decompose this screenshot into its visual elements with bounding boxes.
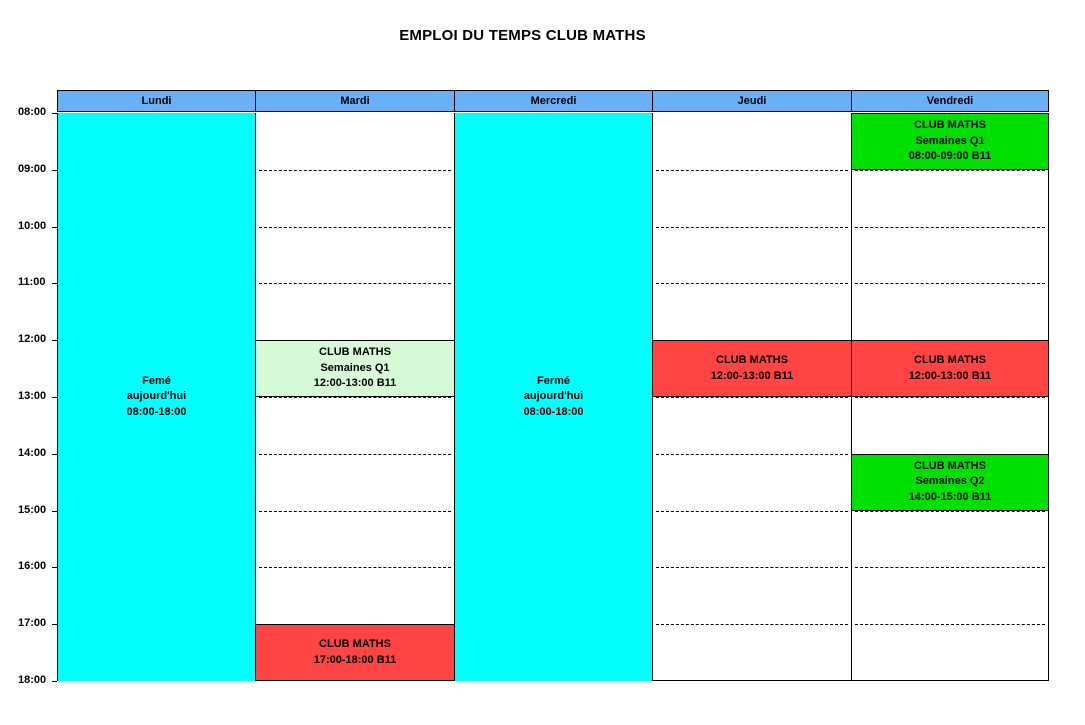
time-label: 17:00 [18, 617, 47, 630]
club-session-block[interactable] [653, 340, 851, 397]
hour-gridline [656, 170, 848, 171]
hour-gridline [855, 624, 1045, 625]
day-header-mardi: Mardi [255, 90, 455, 112]
club-session-block[interactable] [852, 340, 1048, 397]
time-label: 12:00 [18, 333, 47, 346]
day-column-mercredi [454, 113, 653, 681]
hour-gridline [259, 397, 451, 398]
time-tick [52, 681, 57, 682]
event-line: 08:00-18:00 [523, 405, 584, 418]
timetable-grid [57, 90, 1049, 681]
event-line: CLUB MATHS [716, 354, 788, 367]
event-line: CLUB MATHS [319, 638, 391, 651]
hour-gridline [656, 283, 848, 284]
day-column-lundi [57, 113, 256, 681]
time-label: 16:00 [18, 560, 47, 573]
time-label: 14:00 [18, 446, 47, 459]
hour-gridline [855, 567, 1045, 568]
club-session-block[interactable] [852, 113, 1048, 170]
event-line: Semaines Q2 [915, 475, 985, 488]
event-line: aujourd'hui [126, 390, 187, 403]
time-label: 15:00 [18, 503, 47, 516]
event-line: 08:00-09:00 B11 [908, 150, 992, 163]
day-column-jeudi [652, 113, 852, 681]
hour-gridline [656, 454, 848, 455]
hour-gridline [656, 397, 848, 398]
club-session-block[interactable] [256, 340, 454, 397]
hour-gridline [656, 511, 848, 512]
hour-gridline [259, 567, 451, 568]
hour-gridline [259, 454, 451, 455]
event-line: 12:00-13:00 B11 [313, 377, 397, 390]
time-label: 10:00 [18, 219, 47, 232]
time-label: 18:00 [18, 674, 47, 686]
event-line: 08:00-18:00 [126, 405, 187, 418]
closed-block[interactable] [455, 113, 652, 681]
event-line: Semaines Q1 [915, 134, 985, 147]
hour-gridline [656, 567, 848, 568]
event-line: Fermé [536, 374, 571, 387]
day-header-mercredi: Mercredi [454, 90, 653, 112]
event-line: CLUB MATHS [914, 459, 986, 472]
hour-gridline [259, 170, 451, 171]
time-label: 13:00 [18, 390, 47, 402]
hour-gridline [855, 283, 1045, 284]
page-title: EMPLOI DU TEMPS CLUB MATHS [399, 27, 646, 44]
event-line: Femé [142, 374, 171, 387]
day-header-lundi: Lundi [57, 90, 256, 112]
hour-gridline [855, 397, 1045, 398]
event-line: aujourd'hui [523, 390, 584, 403]
event-line: CLUB MATHS [914, 119, 986, 132]
day-header-row [57, 90, 1049, 113]
time-label: 09:00 [18, 162, 47, 175]
event-line: 14:00-15:00 B11 [908, 490, 992, 503]
hour-gridline [656, 227, 848, 228]
day-header-vendredi: Vendredi [851, 90, 1049, 112]
time-label: 11:00 [18, 276, 46, 289]
hour-gridline [855, 170, 1045, 171]
event-line: 17:00-18:00 B11 [313, 653, 397, 666]
club-session-block[interactable] [852, 454, 1048, 511]
day-header-jeudi: Jeudi [652, 90, 852, 112]
day-column-vendredi [851, 113, 1049, 681]
club-session-block[interactable] [256, 624, 454, 681]
hour-gridline [855, 511, 1045, 512]
hour-gridline [259, 227, 451, 228]
hour-gridline [855, 227, 1045, 228]
time-label: 08:00 [18, 106, 47, 118]
event-line: 12:00-13:00 B11 [908, 369, 992, 382]
day-column-mardi [255, 113, 455, 681]
hour-gridline [656, 624, 848, 625]
event-line: Semaines Q1 [320, 361, 390, 374]
hour-gridline [259, 283, 451, 284]
event-line: 12:00-13:00 B11 [710, 369, 794, 382]
event-line: CLUB MATHS [914, 354, 986, 367]
closed-block[interactable] [58, 113, 255, 681]
hour-gridline [259, 511, 451, 512]
event-line: CLUB MATHS [319, 346, 391, 359]
